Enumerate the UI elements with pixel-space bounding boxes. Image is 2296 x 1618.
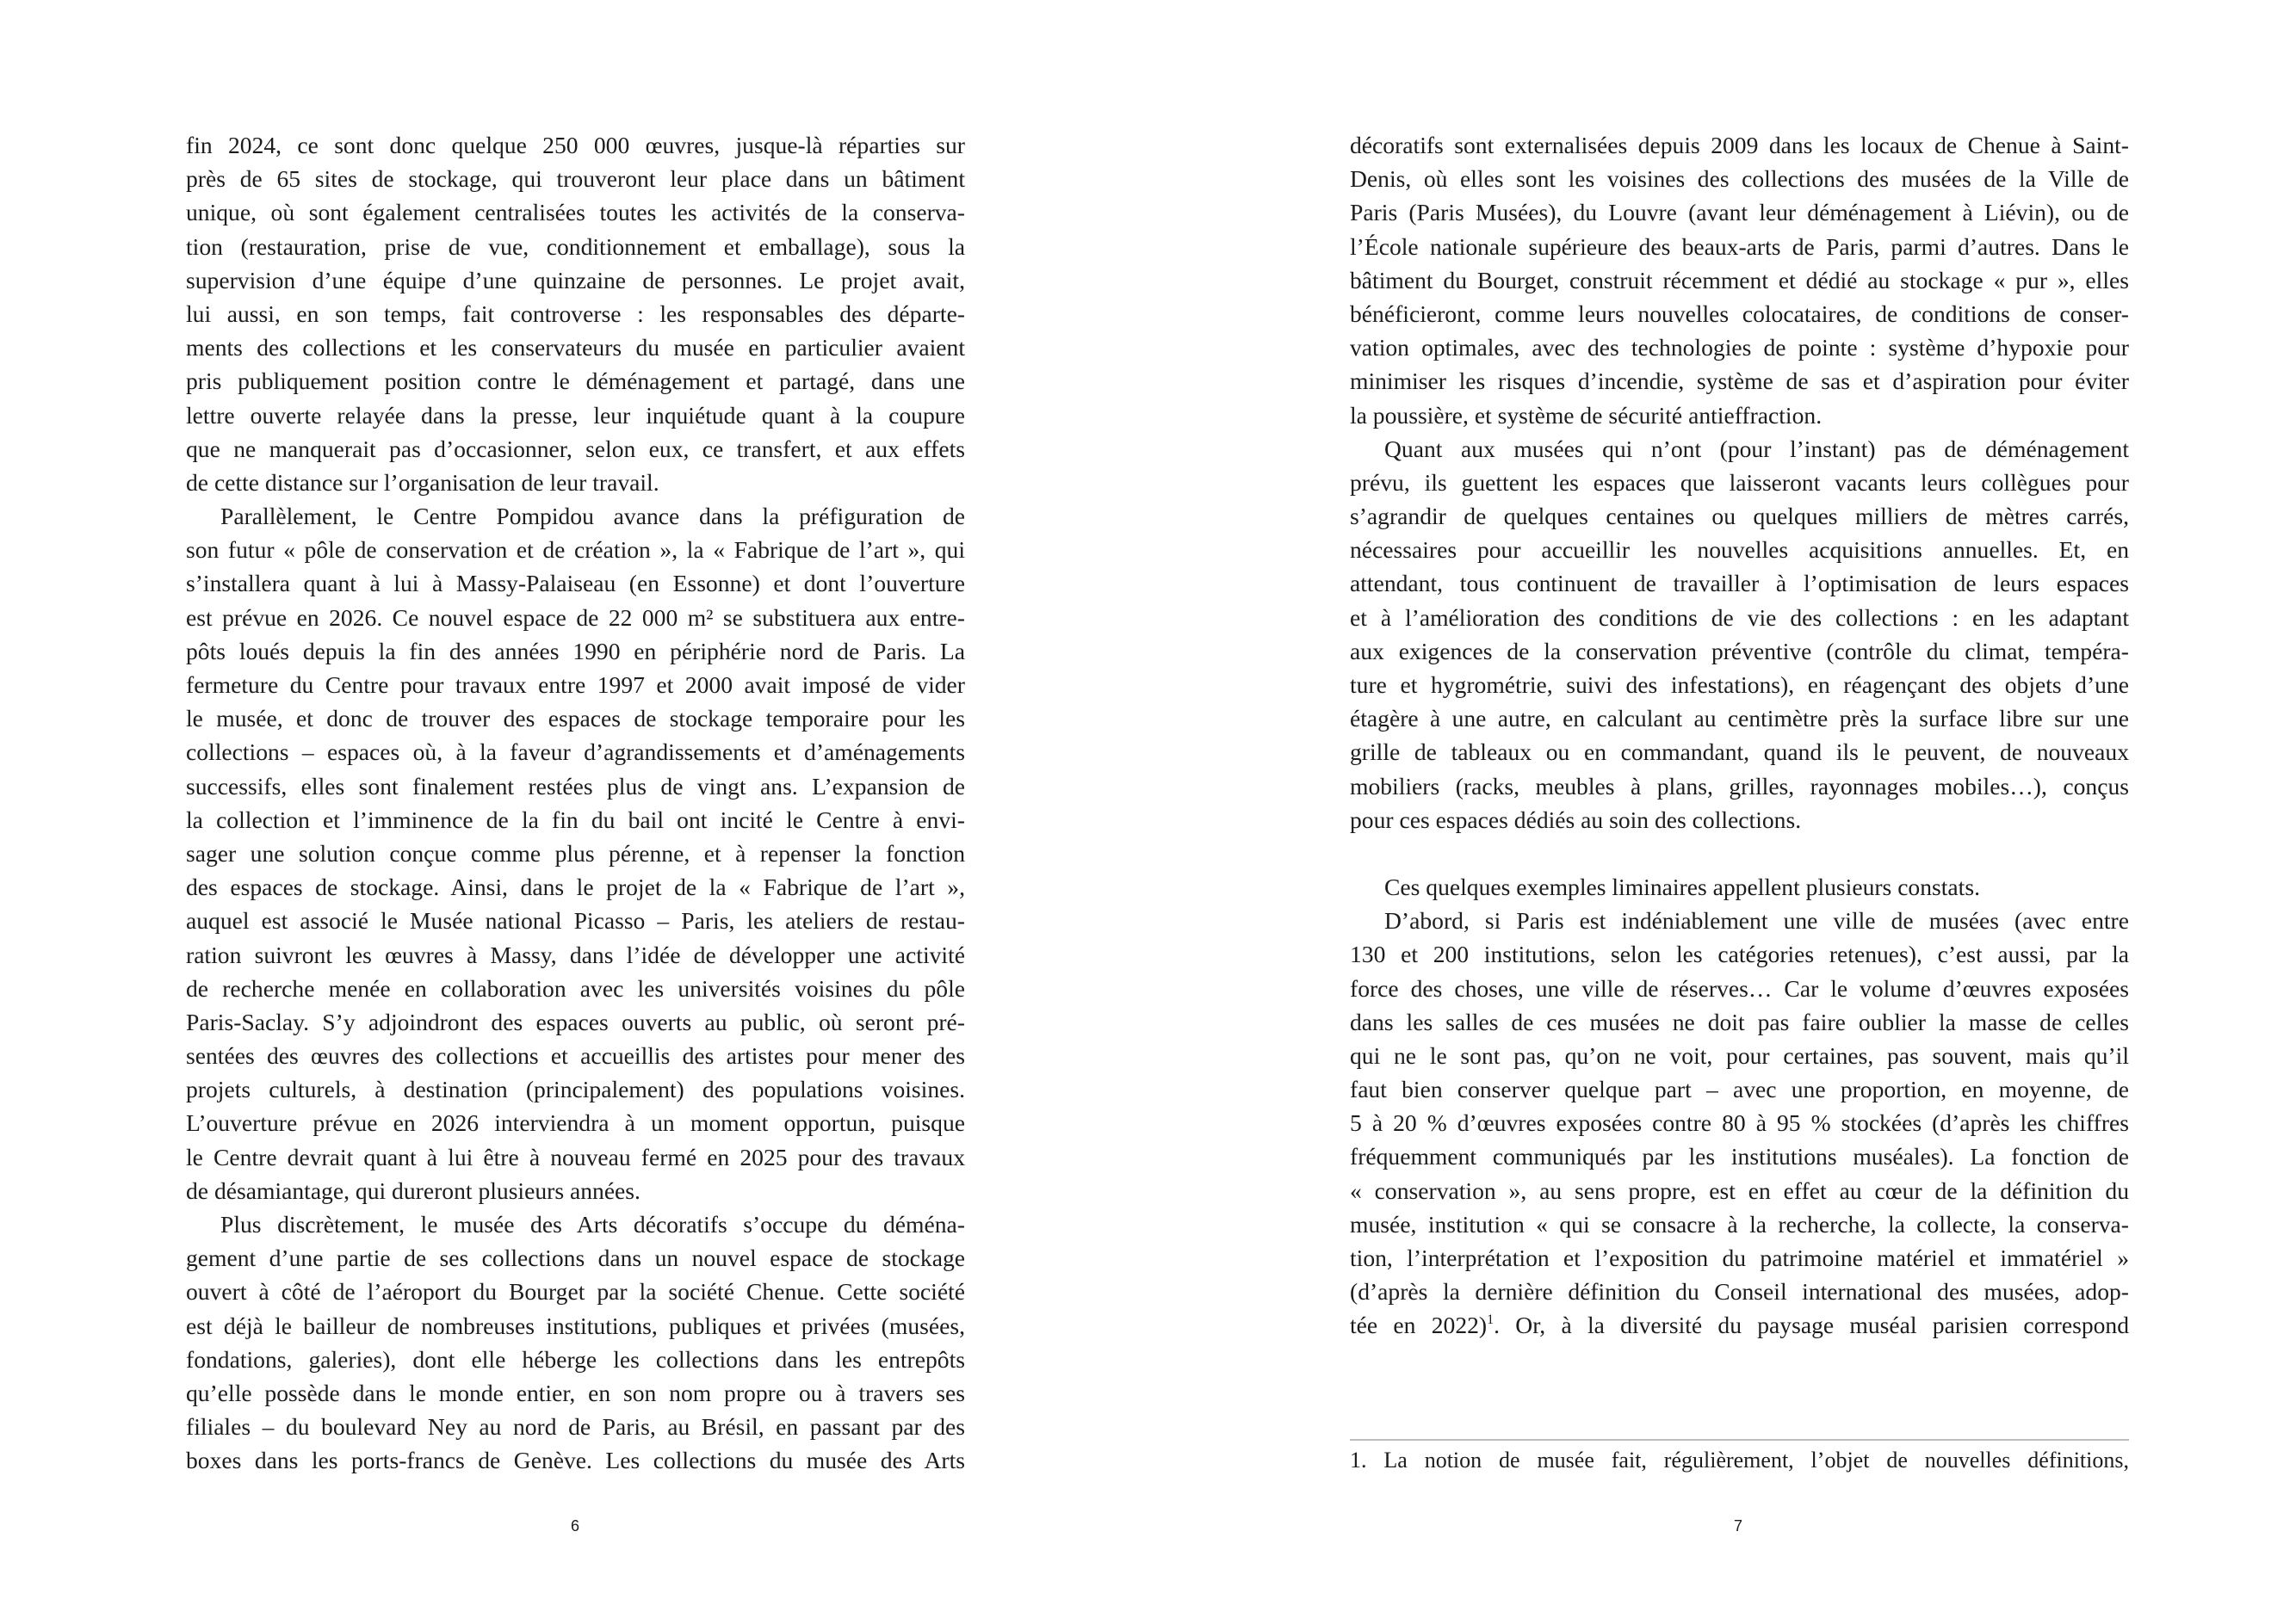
text-line: fréquemment communiqués par les institutions muséales). La fonction de: [1350, 1143, 2129, 1170]
text-line: pris publiquement position contre le déménagement et partagé, dans une: [186, 367, 965, 395]
text-line: unique, où sont également centralisées toutes les activités de la conserva-: [186, 199, 965, 226]
text-line: musée, institution « qui se consacre à la recherche, la collecte, la conserva-: [1350, 1210, 2129, 1238]
text-line: L’ouverture prévue en 2026 interviendra à un moment opportun, puisque: [186, 1109, 965, 1137]
text-line: lettre ouverte relayée dans la presse, leur inquiétude quant à la coupure: [186, 401, 965, 429]
text-line: est déjà le bailleur de nombreuses institutions, publiques et privées (musées,: [186, 1312, 965, 1339]
text-line: ments des collections et les conservateurs du musée en particulier avaient: [186, 334, 965, 361]
text-line: sentées des œuvres des collections et accueillis des artistes pour mener des: [186, 1042, 965, 1070]
paragraph-first-line: Ces quelques exemples liminaires appellent plusieurs constats.: [1384, 873, 1980, 900]
text-line: sager une solution conçue comme plus pérenne, et à repenser la fonction: [186, 839, 965, 867]
text-line: minimiser les risques d’incendie, système de sas et d’aspiration pour éviter: [1350, 367, 2129, 395]
text-line: ration suivront les œuvres à Massy, dans l’idée de développer une activité: [186, 941, 965, 968]
text-line: que ne manquerait pas d’occasionner, selon eux, ce transfert, et aux effets: [186, 435, 965, 462]
text-line: est prévue en 2026. Ce nouvel espace de 22 000 m² se substituera aux entre-: [186, 603, 965, 631]
text-line: de cette distance sur l’organisation de leur travail.: [186, 468, 659, 496]
footnote-reference[interactable]: 1: [1487, 1312, 1495, 1328]
text-line: (d’après la dernière définition du Conseil international des musées, adop-: [1350, 1278, 2129, 1306]
text-fragment: Or, à la diversité du paysage muséal parisien correspond: [1515, 1312, 2130, 1339]
text-line: décoratifs sont externalisées depuis 2009 dans les locaux de Chenue à Saint-: [1350, 132, 2129, 158]
text-line: la collection et l’imminence de la fin du bail ont incité le Centre à envi-: [186, 806, 965, 833]
text-fragment: tée en 2022): [1350, 1312, 1488, 1339]
text-line: « conservation », au sens propre, est en effet au cœur de la définition du: [1350, 1176, 2129, 1204]
text-line: dans les salles de ces musées ne doit pas faire oublier la masse de celles: [1350, 1008, 2129, 1035]
text-line: 130 et 200 institutions, selon les catégories retenues), c’est aussi, par la: [1350, 941, 2129, 968]
text-line: prévu, ils guettent les espaces que laisseront vacants leurs collègues pour: [1350, 468, 2129, 496]
text-line: Paris-Saclay. S’y adjoindront des espaces ouverts au public, où seront pré-: [186, 1008, 965, 1035]
text-line: successifs, elles sont finalement restées plus de vingt ans. L’expansion de: [186, 772, 965, 800]
footnote-separator: [1350, 1439, 2129, 1441]
text-line: supervision d’une équipe d’une quinzaine de personnes. Le projet avait,: [186, 266, 965, 293]
text-line: l’École nationale supérieure des beaux-arts de Paris, parmi d’autres. Dans le: [1350, 232, 2129, 260]
text-line: Paris (Paris Musées), du Louvre (avant leur déménagement à Liévin), ou de: [1350, 199, 2129, 226]
right-text-column: [1350, 128, 2129, 1343]
text-line: fermeture du Centre pour travaux entre 1997 et 2000 avait imposé de vider: [186, 671, 965, 698]
text-line: aux exigences de la conservation préventive (contrôle du climat, tempéra-: [1350, 637, 2129, 664]
text-line: et à l’amélioration des conditions de vie des collections : en les adaptant: [1350, 603, 2129, 631]
text-line: lui aussi, en son temps, fait controverse : les responsables des départe-: [186, 300, 965, 327]
text-line: tion, l’interprétation et l’exposition du patrimoine matériel et immatériel »: [1350, 1244, 2129, 1271]
text-line: pôts loués depuis la fin des années 1990 en périphérie nord de Paris. La: [186, 637, 965, 664]
text-line: ouvert à côté de l’aéroport du Bourget par la société Chenue. Cette société: [186, 1278, 965, 1306]
text-fragment: .: [1494, 1312, 1516, 1339]
text-line: qu’elle possède dans le monde entier, en son nom propre ou à travers ses: [186, 1379, 965, 1406]
text-line: bénéficieront, comme leurs nouvelles colocataires, de conditions de conser-: [1350, 300, 2129, 327]
right-page: [1148, 0, 2295, 1618]
text-line: mobiliers (racks, meubles à plans, grilles, rayonnages mobiles…), conçus: [1350, 772, 2129, 800]
text-line: attendant, tous continuent de travailler à l’optimisation de leurs espaces: [1350, 570, 2129, 597]
text-line: des espaces de stockage. Ainsi, dans le projet de la « Fabrique de l’art »,: [186, 874, 965, 901]
text-line: filiales – du boulevard Ney au nord de Paris, au Brésil, en passant par des: [186, 1413, 965, 1441]
text-line: projets culturels, à destination (principalement) des populations voisines.: [186, 1076, 965, 1103]
paragraph-first-line: Parallèlement, le Centre Pompidou avance dans la préfiguration de: [220, 503, 965, 530]
text-line: vation optimales, avec des technologies de pointe : système d’hypoxie pour: [1350, 334, 2129, 361]
text-line: boxes dans les ports-francs de Genève. Les collections du musée des Arts: [186, 1447, 965, 1474]
text-line: Denis, où elles sont les voisines des collections des musées de la Ville de: [1350, 165, 2129, 193]
text-line: qui ne le sont pas, qu’on ne voit, pour certaines, pas souvent, mais qu’il: [1350, 1041, 2129, 1069]
text-line: faut bien conserver quelque part – avec une proportion, en moyenne, de: [1350, 1076, 2129, 1103]
text-line: ture et hygrométrie, suivi des infestations), en réagençant des objets d’une: [1350, 671, 2129, 698]
text-line: tion (restauration, prise de vue, conditionnement et emballage), sous la: [186, 232, 965, 260]
text-line: de recherche menée en collaboration avec les universités voisines du pôle: [186, 974, 965, 1002]
text-line: collections – espaces où, à la faveur d’agrandissements et d’aménagements: [186, 738, 965, 766]
paragraph-first-line: Plus discrètement, le musée des Arts décoratifs s’occupe du déména-: [220, 1211, 965, 1238]
text-line: le musée, et donc de trouver des espaces de stockage temporaire pour les: [186, 705, 965, 732]
text-line: 5 à 20 % d’œuvres exposées contre 80 à 95 % stockées (d’après les chiffres: [1350, 1109, 2129, 1137]
text-line: bâtiment du Bourget, construit récemment et dédié au stockage « pur », elles: [1350, 266, 2129, 293]
text-line: fondations, galeries), dont elle héberge les collections dans les entrepôts: [186, 1345, 965, 1373]
text-line: pour ces espaces dédiés au soin des collections.: [1350, 806, 1802, 833]
text-line: force des choses, une ville de réserves… Car le volume d’œuvres exposées: [1350, 974, 2129, 1002]
text-line: nécessaires pour accueillir les nouvelles acquisitions annuelles. Et, en: [1350, 536, 2129, 564]
text-line: étagère à une autre, en calculant au centimètre près la surface libre sur une: [1350, 705, 2129, 732]
footnote: 1. La notion de musée fait, régulièrement, l’objet de nouvelles définitions,: [1350, 1448, 2129, 1473]
text-line: s’agrandir de quelques centaines ou quelques milliers de mètres carrés,: [1350, 503, 2129, 530]
page-number: 6: [570, 1517, 579, 1535]
text-line: le Centre devrait quant à lui être à nouveau fermé en 2025 pour des travaux: [186, 1143, 965, 1170]
paragraph-first-line: D’abord, si Paris est indéniablement une ville de musées (avec entre: [1384, 907, 2129, 935]
text-line: gement d’une partie de ses collections dans un nouvel espace de stockage: [186, 1244, 965, 1272]
text-line: s’installera quant à lui à Massy-Palaiseau (en Essonne) et dont l’ouverture: [186, 570, 965, 597]
page-number: 7: [1733, 1517, 1742, 1535]
text-line-with-footnote: [1350, 1308, 2129, 1342]
text-line: près de 65 sites de stockage, qui trouveront leur place dans un bâtiment: [186, 165, 965, 193]
text-line: son futur « pôle de conservation et de création », la « Fabrique de l’art », qui: [186, 536, 965, 564]
text-line: auquel est associé le Musée national Picasso – Paris, les ateliers de restau-: [186, 907, 965, 935]
text-line: de désamiantage, qui dureront plusieurs années.: [186, 1176, 641, 1204]
text-line: fin 2024, ce sont donc quelque 250 000 œuvres, jusque-là réparties sur: [186, 132, 965, 158]
paragraph-first-line: Quant aux musées qui n’ont (pour l’instant) pas de déménagement: [1384, 435, 2129, 462]
left-text-column: [186, 128, 965, 1478]
text-line: la poussière, et système de sécurité antieffraction.: [1350, 401, 1823, 429]
text-line: grille de tableaux ou en commandant, quand ils le peuvent, de nouveaux: [1350, 738, 2129, 766]
